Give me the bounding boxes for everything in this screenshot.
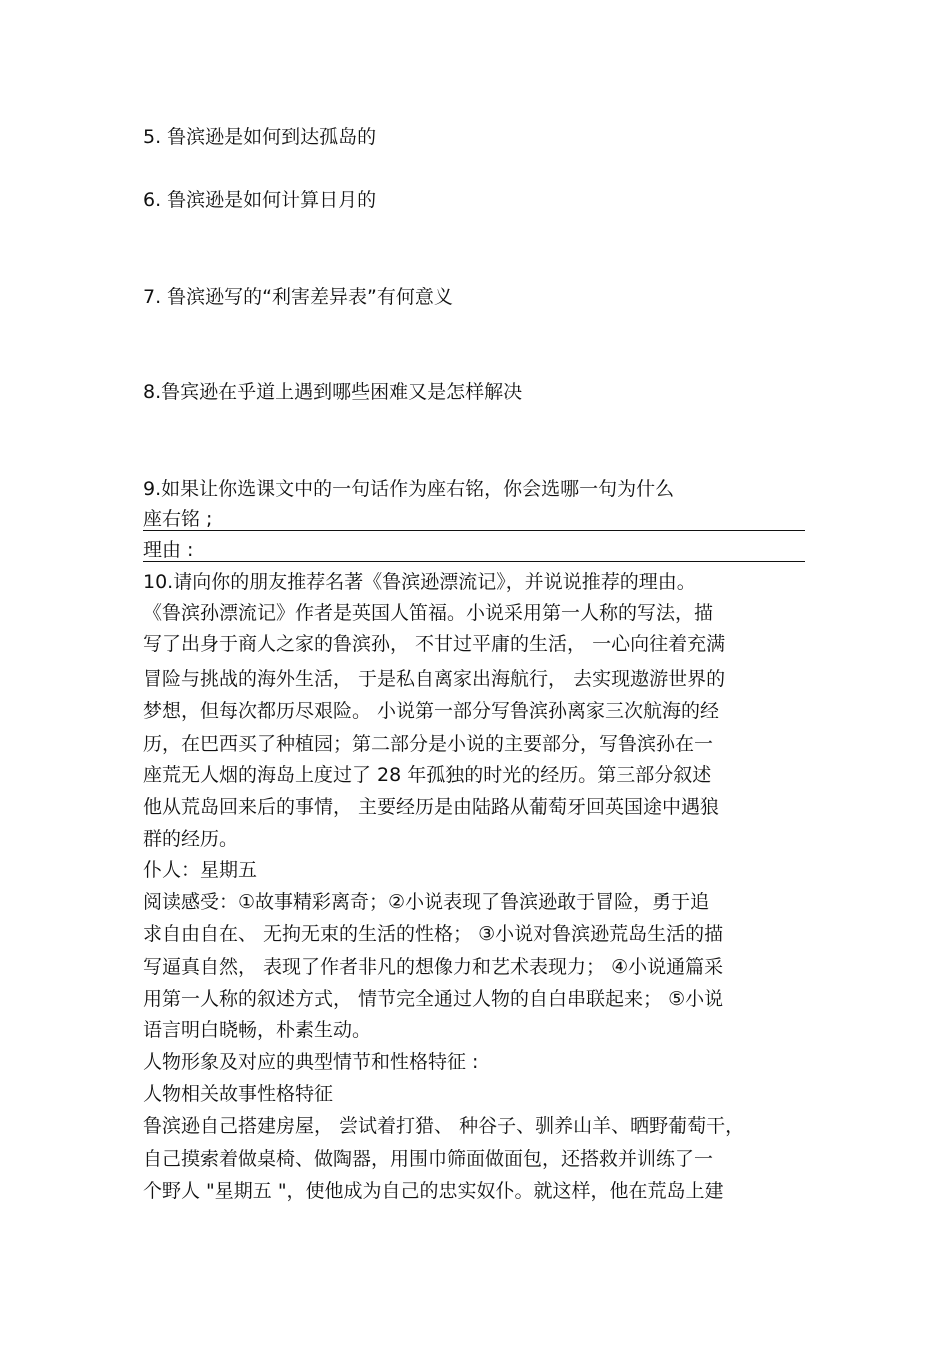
intro-line: 梦想，但每次都历尽艰险。 小说第一部分写鲁滨孙离家三次航海的经 — [143, 700, 720, 722]
reason-answer-line — [143, 561, 805, 562]
motto-answer-line — [143, 530, 805, 531]
feeling-line: 写逼真自然， 表现了作者非凡的想像力和艺术表现力； ④小说通篇采 — [143, 956, 724, 978]
question-10: 10.请向你的朋友推荐名著《鲁滨逊漂流记》，并说说推荐的理由。 — [143, 571, 696, 593]
question-6: 6. 鲁滨逊是如何计算日月的 — [143, 189, 377, 211]
reason-label: 理由 : — [143, 539, 194, 561]
character-heading: 人物形象及对应的典型情节和性格特征 : — [143, 1051, 479, 1073]
question-7: 7. 鲁滨逊写的“利害差异表”有何意义 — [143, 286, 453, 308]
intro-line: 《鲁滨孙漂流记》作者是英国人笛福。小说采用第一人称的写法，描 — [143, 602, 714, 624]
question-5: 5. 鲁滨逊是如何到达孤岛的 — [143, 126, 377, 148]
intro-line: 历，在巴西买了种植园；第二部分是小说的主要部分，写鲁滨孙在一 — [143, 733, 714, 755]
question-8: 8.鲁宾逊在乎道上遇到哪些困难又是怎样解决 — [143, 381, 523, 403]
question-9: 9.如果让你选课文中的一句话作为座右铭，你会选哪一句为什么 — [143, 478, 675, 500]
story-line: 鲁滨逊自己搭建房屋， 尝试着打猎、 种谷子、驯养山羊、晒野葡萄干， — [143, 1115, 745, 1137]
feeling-line: 用第一人称的叙述方式， 情节完全通过人物的自白串联起来； ⑤小说 — [143, 988, 724, 1010]
feeling-line: 求自由自在、 无拘无束的生活的性格； ③小说对鲁滨逊荒岛生活的描 — [143, 923, 724, 945]
intro-line: 座荒无人烟的海岛上度过了 28 年孤独的时光的经历。第三部分叙述 — [143, 764, 712, 786]
story-line: 个野人 "星期五 "，使他成为自己的忠实奴仆。就这样，他在荒岛上建 — [143, 1180, 724, 1202]
story-line: 自己摸索着做桌椅、做陶器，用围巾筛面做面包，还搭救并训练了一 — [143, 1148, 714, 1170]
motto-label: 座右铭 ; — [143, 508, 213, 530]
intro-line: 他从荒岛回来后的事情， 主要经历是由陆路从葡萄牙回英国途中遇狼 — [143, 796, 720, 818]
intro-line: 群的经历。 — [143, 828, 239, 850]
character-subheading: 人物相关故事性格特征 — [143, 1083, 334, 1105]
intro-line: 写了出身于商人之家的鲁滨孙， 不甘过平庸的生活， 一心向往着充满 — [143, 633, 726, 655]
feeling-line: 语言明白晓畅，朴素生动。 — [143, 1019, 372, 1041]
feeling-line: 阅读感受：①故事精彩离奇；②小说表现了鲁滨逊敢于冒险，勇于追 — [143, 891, 710, 913]
intro-line: 冒险与挑战的海外生活， 于是私自离家出海航行， 去实现遨游世界的 — [143, 668, 726, 690]
servant-line: 仆人：星期五 — [143, 859, 258, 881]
